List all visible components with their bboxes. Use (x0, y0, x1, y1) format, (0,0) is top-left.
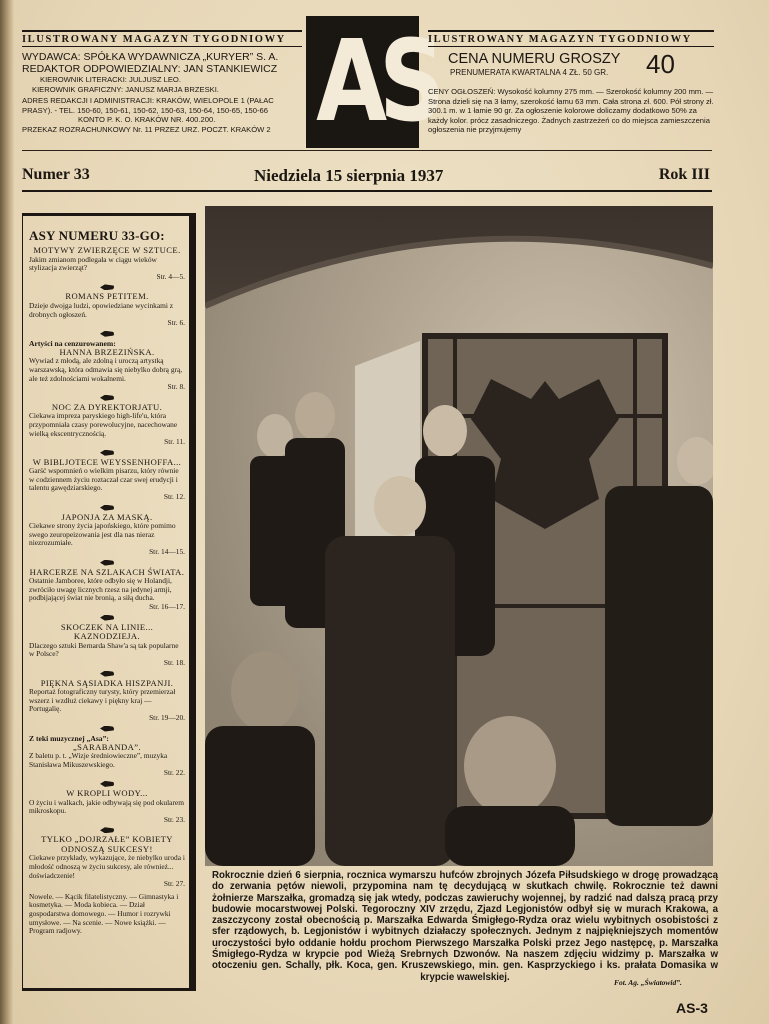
toc-item-title: „SARABANDA”. (72, 741, 142, 752)
toc-item (29, 246, 185, 281)
editor-line: REDAKTOR ODPOWIEDZIALNY: JAN STANKIEWICZ (22, 63, 278, 75)
toc-item-prefix: Z teki muzycznej „Asa”: (29, 733, 109, 743)
toc-item (29, 827, 185, 889)
pointer-hand-icon (100, 781, 114, 787)
crypt-ceremony-photo (205, 206, 713, 866)
literary-head-line: KIEROWNIK LITERACKI: JULJUSZ LEO. (40, 75, 181, 84)
toc-item-title: HARCERZE NA SZLAKACH ŚWIATA. (29, 566, 185, 577)
page-mark: AS-3 (676, 1000, 708, 1016)
photo-caption: Rokrocznie dzień 6 sierpnia, rocznica wymarszu hufców zbrojnych Józefa Piłsudskiego w drogę prowadzącą do zerwania pętów niewoli, przypomina nam tę decydującą w skutkach chwilę. Rokrocznie też dawni żołnierze Marszałka, gromadzą się jak wtedy, podczas zawieruchy wojennej, by radzić nad dalszą pracą przy budowie mocarstwowej Polski. Tegoroczny XIV zrzędu, Zjazd Legjonistów odbył się w murach Krakowa, a zaszczycony został obecnością p. Marszałka Edwarda Śmigłego-Rydza oraz wielu wybitnych osobistości z sfer rządowych, b. Legjonistów i wybitnych działaczy społecznych. Jednym z najpiękniejszych momentów uroczystości było oddanie hołdu prochom Pierwszego Marszałka Polski przez Jego następcę, p. Marszałka Śmigłego-Rydza w krypcie pod Wieżą Srebrnych Dzwonów. Na naszem zdjęciu widzimy p. Marszałka w otoczeniu gen. Schally, płk. Koca, gen. Kruszewskiego, min. gen. Kasprzyckiego i ks. prałata Domasika w krypcie wawelskiej. (212, 870, 718, 983)
toc-item-description: Ostatnie Jamboree, które odbyło się w Holandji, zwróciło uwagę licznych rzesz na jedynej armji, podbijającej świat nie bronią, a siłą ducha. (29, 576, 172, 603)
subscription-line: PRENUMERATA KWARTALNA 4 ZŁ. 50 GR. (450, 68, 609, 77)
toc-item-title: NOC ZA DYREKTORJATU. (51, 401, 163, 412)
price-label: CENA NUMERU GROSZY (448, 51, 621, 67)
masthead-right-header: ILUSTROWANY MAGAZYN TYGODNIOWY (428, 30, 714, 47)
toc-item (29, 560, 185, 612)
toc-item-page: Str. 6. (167, 318, 185, 328)
pointer-hand-icon (100, 284, 114, 290)
toc-item (29, 726, 185, 778)
toc-item-page: Str. 12. (163, 492, 185, 502)
pointer-hand-icon (100, 450, 114, 456)
toc-item-page: Str. 8. (167, 382, 185, 392)
toc-item-description: Jakim zmianom podlegała w ciągu wieków stylizacja zwierząt? (29, 254, 157, 273)
masthead-left-header: ILUSTROWANY MAGAZYN TYGODNIOWY (22, 30, 302, 47)
pointer-hand-icon (100, 395, 114, 401)
toc-item-page: Str. 14—15. (149, 547, 185, 557)
advert-rates: CENY OGŁOSZEŃ: Wysokość kolumny 275 mm. — Szerokość kolumny 200 mm. — Strona dzieli się na 3 łamy, szerokość łamu 63 mm. Cała strona zł. 600. Pół strony zł. 300.1 m. w 1 łamie 90 gr. Za ogłoszenie kolorowe doliczamy dodatkowo 50% za każdy kolor. prócz zasadniczego. Żadnych zastrzeżeń co do miejsca zamieszczenia ogłoszenia nie przyjmujemy (428, 87, 714, 135)
toc-item-page: Str. 27. (163, 879, 185, 889)
toc-item-title: HANNA BRZEZIŃSKA. (59, 346, 155, 357)
toc-title: ASY NUMERU 33-GO: (29, 228, 165, 243)
graphic-head-line: KIEROWNIK GRAFICZNY: JANUSZ MARJA BRZESKI. (32, 84, 219, 94)
toc-item-page: Str. 22. (163, 768, 185, 778)
toc-item (29, 395, 185, 447)
toc-item-description: Ciekawe przykłady, wykazujące, że niebylko uroda i młodość odnoszą w życiu sukcesy, ale również... doświadczenie! (29, 853, 185, 880)
pointer-hand-icon (100, 615, 114, 621)
toc-item-title: TYLKO „DOJRZAŁE” KOBIETY ODNOSZĄ SUKCESY! (41, 834, 173, 854)
masthead-right (428, 30, 714, 135)
issue-date: Niedziela 15 sierpnia 1937 (254, 166, 444, 185)
toc-list (29, 246, 185, 889)
pointer-hand-icon (100, 560, 114, 566)
toc-item-description: O życiu i walkach, jakie odbywają się pod okularem mikroskopu. (29, 797, 184, 816)
toc-item (29, 671, 185, 723)
price-block (428, 51, 714, 83)
pointer-hand-icon (100, 505, 114, 511)
toc-item-description: Ciekawe strony życia japońskiego, które pomimo swego zeuropeizowania jest dla nas nieraz niezrozumiałe. (29, 521, 176, 548)
toc-item-description: Dzieje dwojga ludzi, opowiedziane wycinkami z drobnych ogłoszeń. (29, 300, 174, 319)
toc-item-prefix: Artyści na cenzurowanem: (29, 338, 116, 348)
issue-year: Rok III (658, 166, 710, 183)
toc-item-page: Str. 16—17. (149, 602, 185, 611)
page-binding-edge (0, 0, 14, 1024)
price-value: 40 (646, 49, 675, 79)
toc-item-title: PIĘKNA SĄSIADKA HISZPANJI. (40, 677, 174, 688)
toc-item-description: Z baletu p. t. „Wizje średniowieczne”, muzyka Stanisława Mikuszewskiego. (29, 751, 168, 769)
pointer-hand-icon (100, 331, 114, 337)
masthead-divider (22, 150, 712, 151)
toc-item-description: Garść wspomnień o wielkim pisarzu, który równie w codziennem życiu roztaczał czar swej erudycji i talentu gawędziarskiego. (29, 466, 179, 493)
toc-footer: Nowele. — Kącik filatelistyczny. — Gimnastyka i kosmetyka. — Moda kobieca. — Dział gospodarstwa domowego. — Humor i rozrywki umysłowe. — Na scenie. — Nowe książki. — Program radjowy. (29, 891, 179, 936)
toc-item-description: Dlaczego sztuki Bernarda Shaw'a są tak popularne w Polsce? (29, 640, 179, 659)
toc-item-title: W BIBLJOTECE WEYSSENHOFFA... (32, 456, 182, 467)
toc-item-page: Str. 11. (164, 437, 185, 447)
toc-item-description: Reportaż fotograficzny turysty, który przemierzał wszerz i wzdłuż ciekawy i piękny kraj — Portugalię. (29, 687, 176, 714)
toc-item-page: Str. 18. (163, 657, 185, 667)
toc-item-page: Str. 4—5. (156, 271, 185, 281)
account-line: KONTO P. K. O. KRAKÓW NR. 400.200. (78, 115, 216, 124)
toc-item-description: Wywiad z młodą, ale zdolną i uroczą artystką warszawską, która odmawia się niebylko dobrą grą, ale też zdolnościami wokalnemi. (29, 356, 183, 383)
toc-item-page: Str. 23. (163, 814, 185, 824)
toc-item-page: Str. 19—20. (149, 712, 185, 722)
toc-item-description: Ciekawa impreza paryskiego high-life'u, która przypomniała czasy porewolucyjne, nacechowane wielką ekscentrycznością. (29, 411, 178, 438)
pointer-hand-icon (100, 827, 114, 833)
issue-bar (22, 162, 712, 192)
toc-item (29, 781, 185, 824)
toc-item (29, 505, 185, 557)
toc-item (29, 284, 185, 327)
pointer-hand-icon (100, 671, 114, 677)
toc-item-title: W KROPLI WODY... (66, 787, 148, 798)
magazine-logo (306, 16, 437, 148)
issue-number: Numer 33 (22, 166, 90, 183)
toc-item (29, 450, 185, 502)
transfer-line: PRZEKAZ ROZRACHUNKOWY Nr. 11 PRZEZ URZ. POCZT. KRAKÓW 2 (22, 124, 271, 134)
pointer-hand-icon (100, 726, 114, 732)
toc-item-title: JAPONJA ZA MASKĄ. (61, 511, 153, 522)
cover-photo (205, 206, 713, 866)
logo-text: AS (316, 17, 437, 147)
table-of-contents (22, 213, 192, 991)
photo-credit: Fot. Ag. „Światowid”. (614, 978, 682, 987)
masthead-left (22, 30, 302, 134)
publisher-line: WYDAWCA: SPÓŁKA WYDAWNICZA „KURYER” S. A. (22, 51, 279, 63)
address-line: ADRES REDAKCJI I ADMINISTRACJI: KRAKÓW, WIELOPOLE 1 (PAŁAC PRASY). - TEL. 150-60, 150-61, 150-62, 150-63, 150-64, 150-65, 150-66 (22, 96, 274, 115)
toc-item (29, 331, 185, 392)
toc-item-title: SKOCZEK NA LINIE... KAZNODZIEJA. (60, 621, 154, 642)
toc-item-title: ROMANS PETITEM. (65, 291, 149, 302)
toc-item-title: MOTYWY ZWIERZĘCE W SZTUCE. (33, 245, 181, 255)
toc-item (29, 615, 185, 668)
